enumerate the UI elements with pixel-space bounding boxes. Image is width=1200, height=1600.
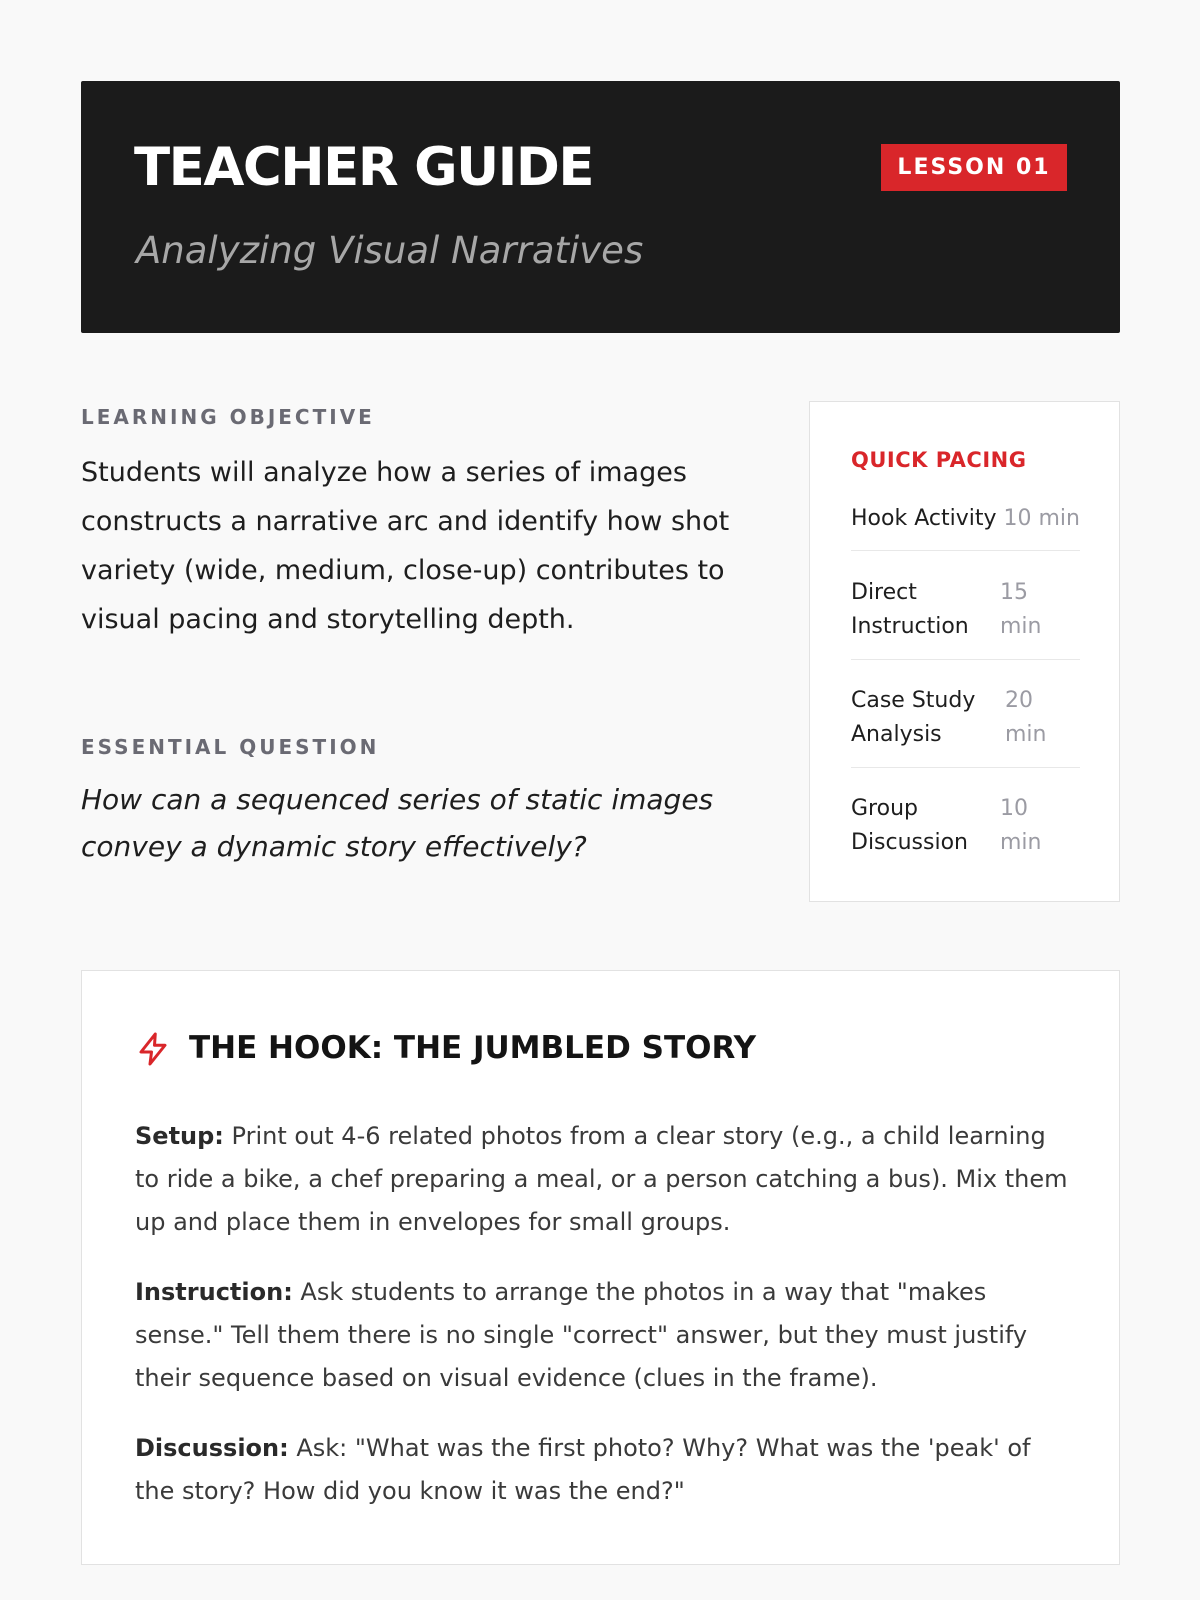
page-title: TEACHER GUIDE — [134, 137, 594, 198]
discussion-label: Discussion: — [135, 1434, 289, 1462]
pacing-item-name: Direct Instruction — [851, 580, 969, 639]
pacing-row-direct-instruction — [851, 576, 1080, 660]
essential-question-label: ESSENTIAL QUESTION — [81, 735, 380, 759]
hook-title: THE HOOK: THE JUMBLED STORY — [189, 1030, 757, 1066]
learning-objective-text: Students will analyze how a series of images constructs a narrative arc and identify how shot variety (wide, medium, close-up) contributes to visual pacing and storytelling depth. — [81, 457, 730, 635]
pacing-item-time: 10 min — [1000, 796, 1042, 855]
discussion-text: Ask: "What was the first photo? Why? What was the 'peak' of the story? How did you know it was the end?" — [135, 1434, 1031, 1505]
hook-instruction-paragraph — [135, 1271, 1075, 1400]
lightning-bolt-icon — [135, 1029, 171, 1069]
setup-label: Setup: — [135, 1122, 224, 1150]
lesson-badge: LESSON 01 — [881, 144, 1067, 191]
learning-objective-label: LEARNING OBJECTIVE — [81, 405, 375, 429]
pacing-item-time: 20 min — [1005, 688, 1047, 747]
pacing-item-time: 15 min — [1000, 580, 1042, 639]
pacing-item-name: Hook Activity — [851, 506, 997, 531]
instruction-text: Ask students to arrange the photos in a way that "makes sense." Tell them there is no single "correct" answer, but they must justify their sequence based on visual evidence (clues in the frame). — [135, 1278, 1028, 1392]
pacing-item-time: 10 min — [1003, 506, 1080, 531]
page-subtitle: Analyzing Visual Narratives — [136, 229, 644, 272]
hook-card — [81, 970, 1120, 1565]
pacing-item-name: Case Study Analysis — [851, 688, 976, 747]
quick-pacing-title: QUICK PACING — [851, 448, 1027, 472]
hook-discussion-paragraph — [135, 1427, 1075, 1513]
essential-question-text: How can a sequenced series of static images convey a dynamic story effectively? — [81, 783, 714, 863]
setup-text: Print out 4-6 related photos from a clear story (e.g., a child learning to ride a bike, a chef preparing a meal, or a person catching a bus). Mix them up and place them in envelopes for small groups. — [135, 1122, 1068, 1236]
pacing-row-case-study — [851, 684, 1080, 768]
header-banner — [81, 81, 1120, 333]
quick-pacing-card — [809, 401, 1120, 902]
pacing-row-hook — [851, 502, 1080, 551]
hook-setup-paragraph — [135, 1115, 1075, 1244]
pacing-row-group-discussion — [851, 792, 1080, 876]
pacing-item-name: Group Discussion — [851, 796, 968, 855]
instruction-label: Instruction: — [135, 1278, 293, 1306]
